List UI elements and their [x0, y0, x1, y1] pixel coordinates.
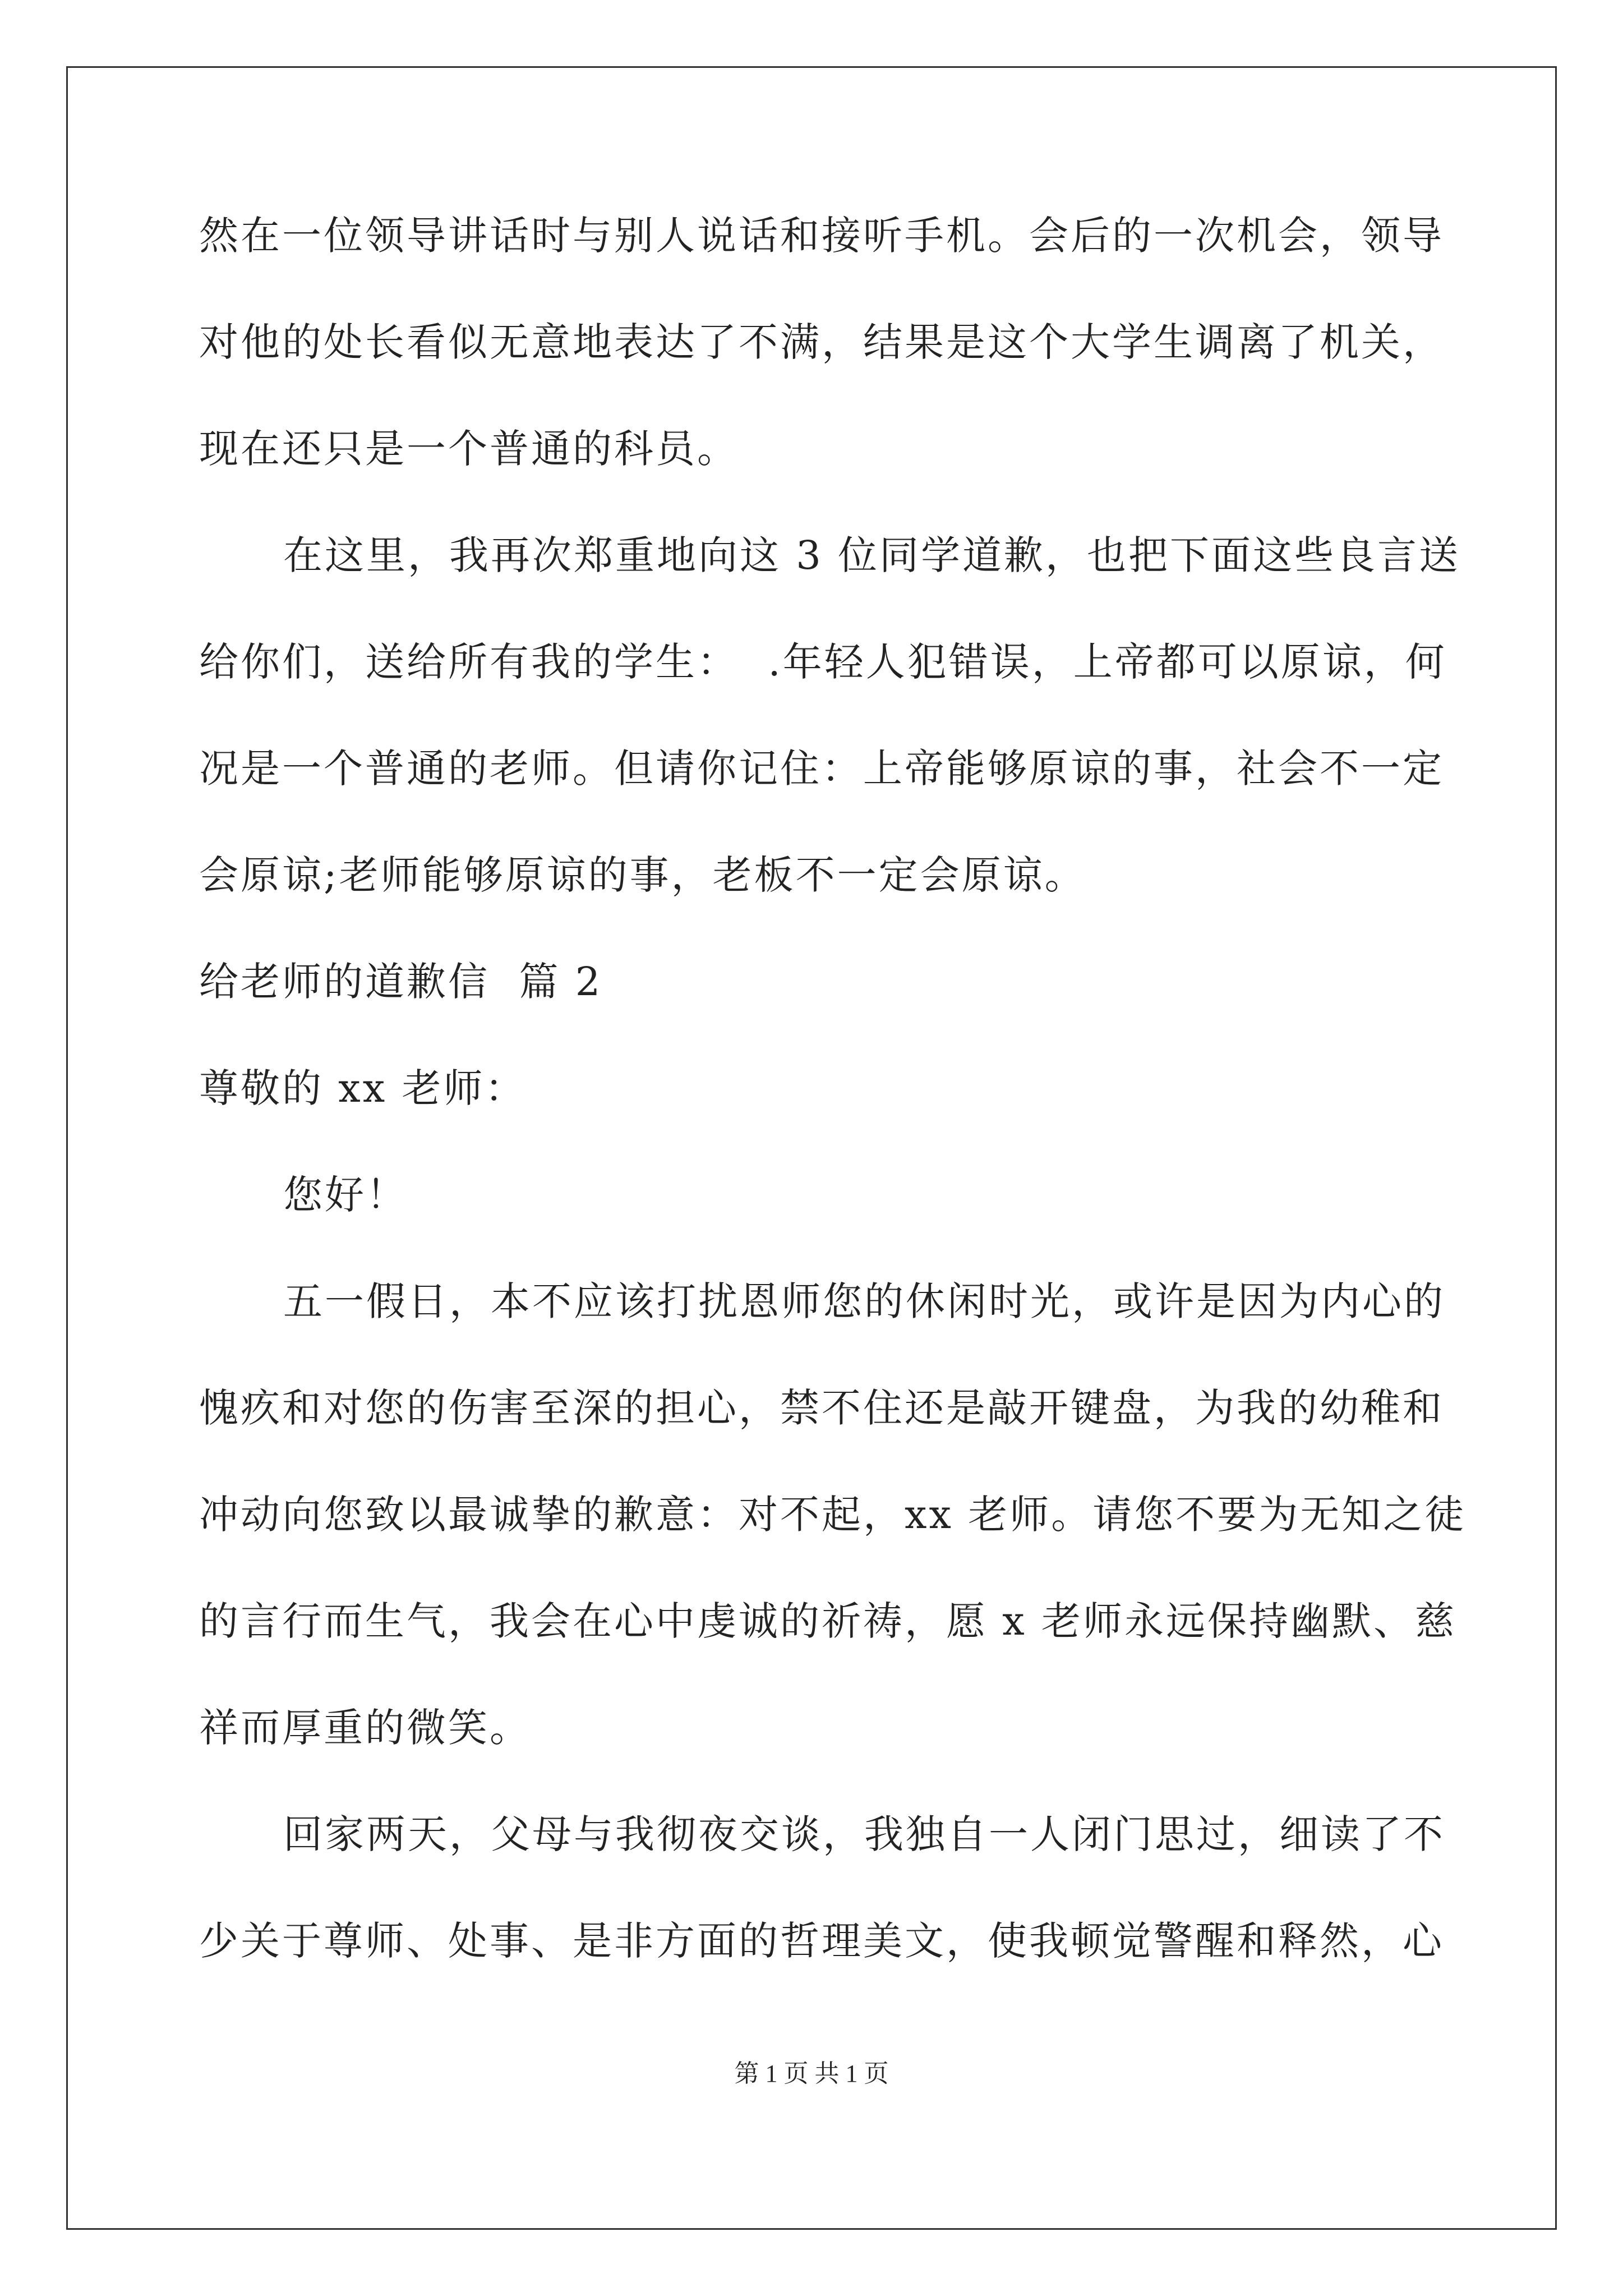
paragraph-line: 给你们，送给所有我的学生： .年轻人犯错误，上帝都可以原谅，何: [199, 639, 1447, 685]
paragraph-line: 冲动向您致以最诚挚的歉意：对不起，xx 老师。请您不要为无知之徒: [199, 1492, 1467, 1538]
paragraph-line: 回家两天，父母与我彻夜交谈，我独自一人闭门思过，细读了不: [283, 1811, 1445, 1857]
paragraph-line: 对他的处长看似无意地表达了不满，结果是这个大学生调离了机关，: [199, 319, 1444, 365]
paragraph-line: 的言行而生气，我会在心中虔诚的祈祷，愿 x 老师永远保持幽默、慈: [199, 1598, 1456, 1644]
paragraph-line: 愧疚和对您的伤害至深的担心，禁不住还是敲开键盘，为我的幼稚和: [199, 1385, 1444, 1431]
paragraph-line: 现在还只是一个普通的科员。: [199, 426, 739, 472]
paragraph-2: [199, 527, 1461, 903]
paragraph-line: 少关于尊师、处事、是非方面的哲理美文，使我顿觉警醒和释然，心: [199, 1918, 1444, 1964]
paragraph-3: [199, 1273, 1467, 1756]
paragraph-line: 在这里，我再次郑重地向这 3 位同学道歉，也把下面这些良言送: [283, 532, 1461, 578]
paragraph-line: 五一假日，本不应该打扰恩师您的休闲时光，或许是因为内心的: [283, 1278, 1445, 1324]
paragraph-line: 况是一个普通的老师。但请你记住：上帝能够原谅的事，社会不一定: [199, 746, 1444, 792]
paragraph-1: [199, 208, 1444, 477]
document-body: [199, 208, 1467, 1969]
paragraph-line: 会原谅;老师能够原谅的事，老板不一定会原谅。: [199, 852, 1086, 898]
paragraph-line: 然在一位领导讲话时与别人说话和接听手机。会后的一次机会，领导: [199, 213, 1444, 259]
paragraph-4: [199, 1806, 1445, 1969]
paragraph-line: 祥而厚重的微笑。: [199, 1705, 531, 1751]
greeting: 您好！: [283, 1172, 408, 1218]
salutation: 尊敬的 xx 老师：: [199, 1065, 527, 1111]
page-footer: 第 1 页 共 1 页: [734, 2060, 889, 2087]
section-heading: 给老师的道歉信 篇 2: [199, 959, 603, 1005]
